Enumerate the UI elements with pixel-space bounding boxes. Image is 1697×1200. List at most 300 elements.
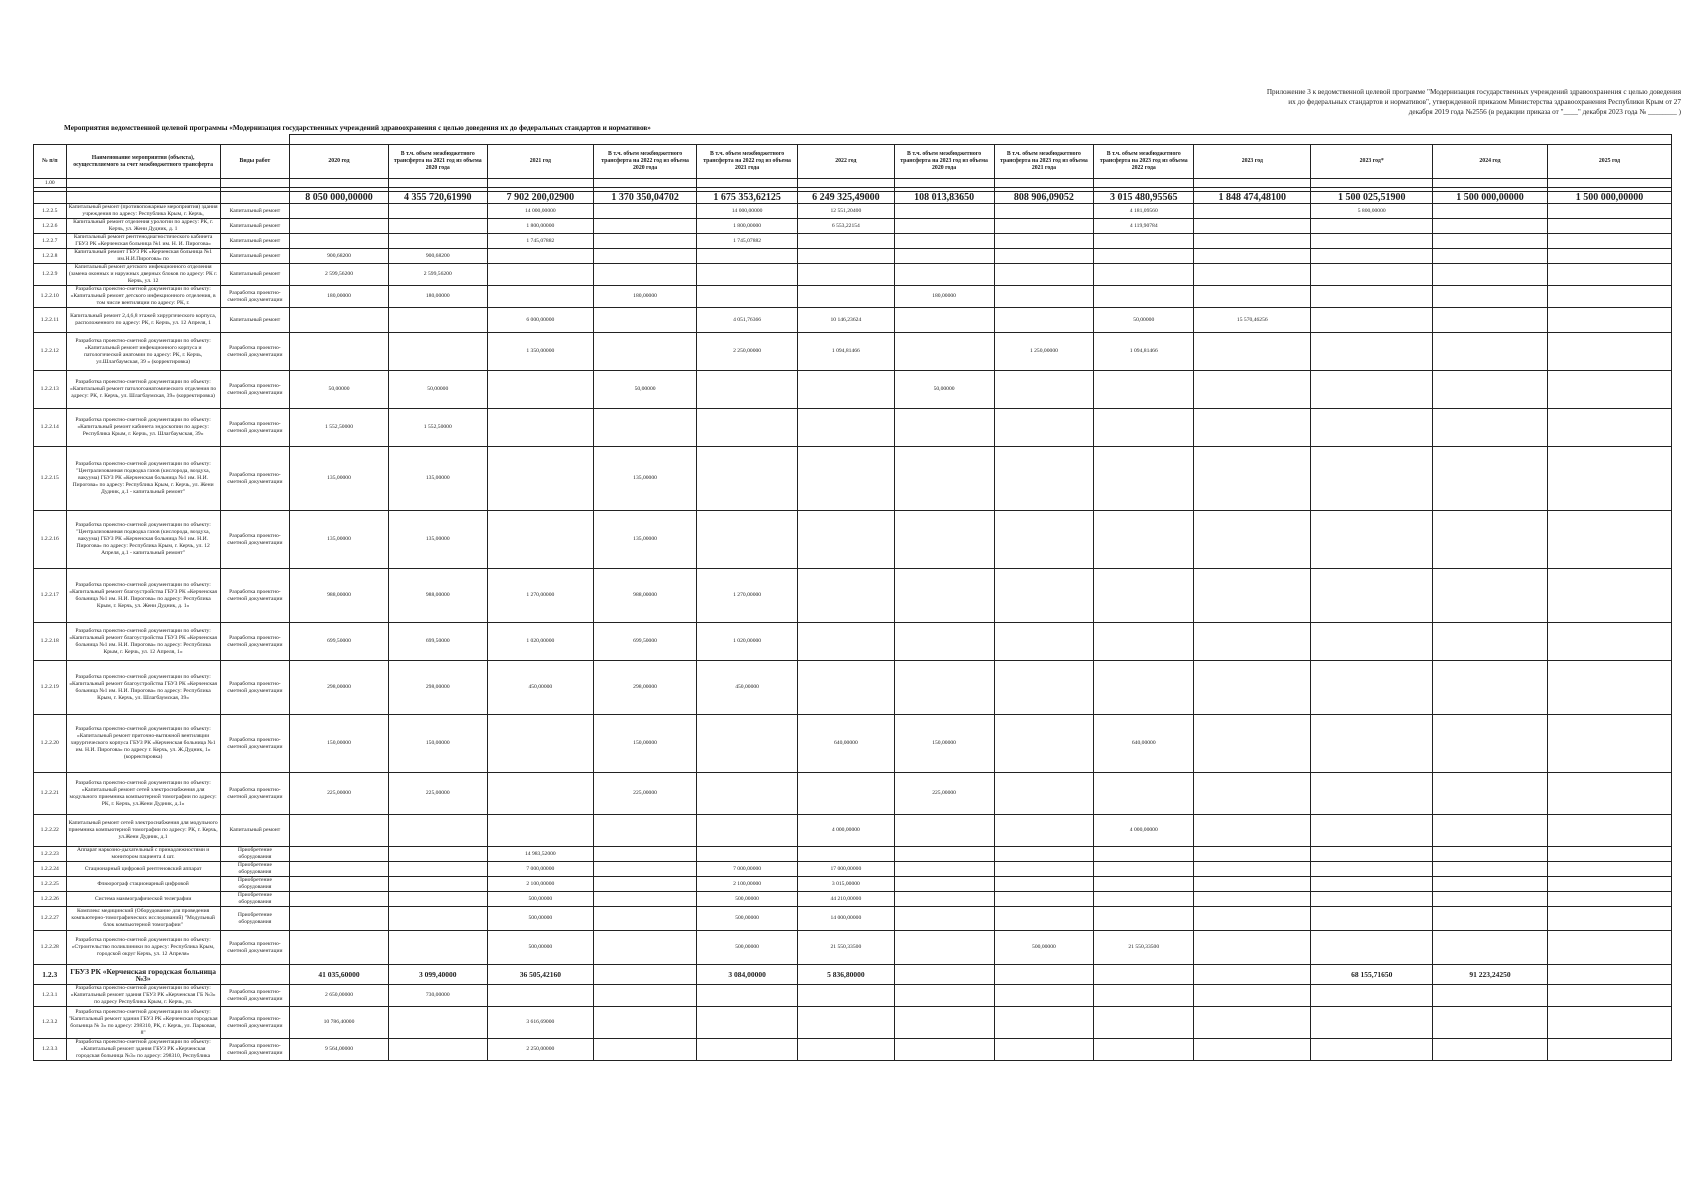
row-value — [994, 219, 1094, 234]
row-value: 900,68200 — [290, 249, 389, 264]
row-value: 699,50000 — [594, 623, 697, 661]
row-value — [1432, 715, 1547, 773]
row-value — [1548, 815, 1672, 847]
row-value — [1311, 623, 1433, 661]
section-number: 1.00 — [34, 179, 67, 188]
row-value: 1 745,07882 — [487, 234, 593, 249]
row-value: 150,00000 — [388, 715, 487, 773]
row-work-type: Капитальный ремонт — [220, 249, 289, 264]
row-value: 14 983,52000 — [487, 847, 593, 862]
row-value: 225,00000 — [290, 773, 389, 815]
row-value: 298,00000 — [290, 661, 389, 715]
table-row — [34, 234, 1672, 249]
row-value — [1094, 661, 1194, 715]
row-value — [594, 862, 697, 877]
row-value: 225,00000 — [388, 773, 487, 815]
row-value — [1094, 1007, 1194, 1039]
row-description: Разработка проектно-сметной документации по объекту: «Капитальный ремонт инфекционного корпуса и патологической анатомии по адресу: РК, г. Керчь, ул.Шлагбаумская, 39 » (корректировка) — [66, 333, 220, 371]
row-value — [1432, 1007, 1547, 1039]
row-value — [894, 333, 994, 371]
row-work-type: Капитальный ремонт — [220, 264, 289, 286]
row-description: Капитальный ремонт ГБУЗ РК «Керченская больница №1 им.Н.И.Пирогова» по — [66, 249, 220, 264]
row-value — [1194, 333, 1311, 371]
table-row — [34, 1007, 1672, 1039]
row-description: Разработка проектно-сметной документации по объекту: «Капитальный ремонт приточно-вытяжной вентиляции хирургического корпуса ГБУЗ РК «Керченская больница №1 им. Н.И. Пирогова» по адресу г. Керчь, ул. Ж.Дудник, 1» (корректировка) — [66, 715, 220, 773]
row-number: 1.2.2.6 — [34, 219, 67, 234]
total-value: 1 500 000,00000 — [1548, 192, 1672, 204]
row-value — [894, 409, 994, 447]
row-value — [1094, 511, 1194, 569]
row-value — [594, 264, 697, 286]
row-work-type: Разработка проектно-сметной документации — [220, 661, 289, 715]
table-row — [34, 661, 1672, 715]
row-value — [1094, 286, 1194, 308]
row-value — [1094, 569, 1194, 623]
row-value: 988,00000 — [594, 569, 697, 623]
row-value — [1432, 219, 1547, 234]
row-value — [1548, 204, 1672, 219]
row-value — [388, 847, 487, 862]
row-value — [994, 511, 1094, 569]
row-value: 5 800,00000 — [1311, 204, 1433, 219]
row-value — [894, 264, 994, 286]
row-value — [1311, 907, 1433, 931]
row-work-type: Разработка проектно-сметной документации — [220, 931, 289, 965]
row-value — [388, 234, 487, 249]
table-row — [34, 308, 1672, 333]
row-value — [290, 204, 389, 219]
row-number: 1.2.2.5 — [34, 204, 67, 219]
row-value — [487, 511, 593, 569]
row-value — [1548, 985, 1672, 1007]
row-value — [1311, 409, 1433, 447]
totals-row — [34, 192, 1672, 204]
row-value — [594, 815, 697, 847]
row-value — [1094, 892, 1194, 907]
row-value — [1548, 234, 1672, 249]
row-value — [697, 985, 798, 1007]
row-value: 500,00000 — [697, 892, 798, 907]
total-value: 1 370 350,04702 — [594, 192, 697, 204]
row-value — [1311, 931, 1433, 965]
row-value — [1548, 715, 1672, 773]
row-value — [388, 862, 487, 877]
row-description: Разработка проектно-сметной документации по объекту: «Капитальный ремонт благоустройства ГБУЗ РК «Керченская больница №1 им. Н.И. Пирогова» по адресу: Республика Крым, г. Керчь, ул. 12 Апреля, 1» — [66, 623, 220, 661]
row-value: 298,00000 — [388, 661, 487, 715]
row-value — [697, 249, 798, 264]
row-value — [1311, 1039, 1433, 1061]
row-description: Разработка проектно-сметной документации по объекту: «Капитальный ремонт здания ГБУЗ РК «Керченская ГБ №3» по адресу Республика Крым, г. Керчь, ул. — [66, 985, 220, 1007]
row-value — [798, 847, 895, 862]
row-value: 4 000,00000 — [798, 815, 895, 847]
row-value — [994, 907, 1094, 931]
row-description: Капитальный ремонт 2,4,6,8 этажей хирургического корпуса, расположенного по адресу: РК, г. Керчь, ул. 12 Апреля, 1 — [66, 308, 220, 333]
row-value — [290, 234, 389, 249]
row-value — [697, 773, 798, 815]
row-value: 7 000,00000 — [697, 862, 798, 877]
row-value — [994, 661, 1094, 715]
column-header: В т.ч. объем межбюджетного трансферта на 2023 год из объема 2022 года — [1094, 145, 1194, 179]
table-row — [34, 569, 1672, 623]
row-value — [1548, 447, 1672, 511]
row-value — [1094, 847, 1194, 862]
row-value — [1432, 447, 1547, 511]
row-value — [1311, 569, 1433, 623]
row-value: 180,00000 — [290, 286, 389, 308]
row-value: 2 650,00000 — [290, 985, 389, 1007]
table-row — [34, 623, 1672, 661]
row-number: 1.2.2.19 — [34, 661, 67, 715]
row-value — [894, 985, 994, 1007]
row-value: 2 599,56200 — [290, 264, 389, 286]
row-description: Разработка проектно-сметной документации по объекту: «Капитальный ремонт патологоанатомического отделения по адресу: РК, г. Керчь, ул. Шлагбаумская, 39» (корректировка) — [66, 371, 220, 409]
row-number: 1.2.2.27 — [34, 907, 67, 931]
row-description: Стационарный цифровой рентгеновский аппарат — [66, 862, 220, 877]
row-value — [798, 661, 895, 715]
row-value: 135,00000 — [290, 447, 389, 511]
row-value — [1432, 264, 1547, 286]
row-value — [1311, 661, 1433, 715]
column-header: В т.ч. объем межбюджетного трансферта на 2022 год из объема 2020 года — [594, 145, 697, 179]
row-number: 1.2.2.12 — [34, 333, 67, 371]
row-description: Разработка проектно-сметной документации по объекту: "Капитальный ремонт здания ГБУЗ РК «Керченская городская больница № 3» по адресу: 298310, РК, г. Керчь, ул. Парковая, 8" — [66, 1007, 220, 1039]
row-value — [1094, 371, 1194, 409]
row-value — [388, 308, 487, 333]
table-row — [34, 931, 1672, 965]
row-value — [994, 715, 1094, 773]
row-value: 225,00000 — [894, 773, 994, 815]
row-value — [798, 773, 895, 815]
row-value: 3 015,00000 — [798, 877, 895, 892]
row-work-type: Разработка проектно-сметной документации — [220, 511, 289, 569]
row-work-type: Капитальный ремонт — [220, 234, 289, 249]
row-description: Капитальный ремонт сетей электроснабжения для модульного приемника компьютерной томографии по адресу: РК, г. Керчь, ул.Жени Дудник, д.1 — [66, 815, 220, 847]
row-value — [994, 204, 1094, 219]
table-row — [34, 862, 1672, 877]
row-value — [388, 907, 487, 931]
row-value — [388, 204, 487, 219]
row-value — [1194, 286, 1311, 308]
row-value — [1194, 219, 1311, 234]
row-value — [1548, 286, 1672, 308]
row-description: Комплекс медицинский (Оборудование для проведения компьютерно-томографических исследований) "Модульный блок компьютерной томографии" — [66, 907, 220, 931]
row-value — [290, 877, 389, 892]
appendix-line-2: их до федеральных стандартов и нормативов", утвержденной приказом Министерства здравоохранения Республики Крым от 27 — [1288, 97, 1681, 106]
row-value: 1 552,50000 — [290, 409, 389, 447]
table-row — [34, 773, 1672, 815]
row-value — [994, 569, 1094, 623]
row-number: 1.2.2.23 — [34, 847, 67, 862]
row-value: 12 551,20400 — [798, 204, 895, 219]
row-value — [1311, 847, 1433, 862]
header-spacer-row — [34, 135, 1672, 145]
row-value — [1548, 862, 1672, 877]
row-value: 10 146,23624 — [798, 308, 895, 333]
row-value — [487, 815, 593, 847]
row-value — [1194, 892, 1311, 907]
row-value: 1 800,00000 — [697, 219, 798, 234]
row-value — [1194, 847, 1311, 862]
row-value — [487, 773, 593, 815]
row-number: 1.2.2.7 — [34, 234, 67, 249]
row-value — [1432, 249, 1547, 264]
row-value — [1311, 264, 1433, 286]
row-value — [1311, 333, 1433, 371]
row-value: 6 000,00000 — [487, 308, 593, 333]
row-value — [994, 877, 1094, 892]
row-value: 1 552,50000 — [388, 409, 487, 447]
row-value — [290, 907, 389, 931]
row-work-type: Разработка проектно-сметной документации — [220, 569, 289, 623]
row-value: 4 181,09560 — [1094, 204, 1194, 219]
column-header: В т.ч. объем межбюджетного трансферта на 2022 год из объема 2021 года — [697, 145, 798, 179]
section-row — [34, 179, 1672, 188]
row-work-type: Разработка проектно-сметной документации — [220, 333, 289, 371]
row-value — [1548, 219, 1672, 234]
row-value — [697, 511, 798, 569]
row-value — [388, 219, 487, 234]
row-value: 135,00000 — [388, 511, 487, 569]
table-row — [34, 333, 1672, 371]
row-value: 1 094,81466 — [798, 333, 895, 371]
row-number: 1.2.2.10 — [34, 286, 67, 308]
row-value — [1548, 661, 1672, 715]
row-value: 6 553,22154 — [798, 219, 895, 234]
row-value — [1548, 907, 1672, 931]
row-value — [994, 308, 1094, 333]
row-value: 150,00000 — [894, 715, 994, 773]
row-value — [798, 985, 895, 1007]
row-value: 21 550,33500 — [798, 931, 895, 965]
table-row — [34, 264, 1672, 286]
row-value — [697, 715, 798, 773]
row-number: 1.2.2.26 — [34, 892, 67, 907]
row-value — [894, 907, 994, 931]
row-value: 7 000,00000 — [487, 862, 593, 877]
row-value — [1194, 773, 1311, 815]
row-number: 1.2.2.28 — [34, 931, 67, 965]
table-row — [34, 892, 1672, 907]
row-value — [1548, 249, 1672, 264]
row-value — [1432, 511, 1547, 569]
column-header: 2021 год — [487, 145, 593, 179]
row-number: 1.2.2.14 — [34, 409, 67, 447]
row-value — [1094, 264, 1194, 286]
row-value — [290, 892, 389, 907]
row-value — [1432, 847, 1547, 862]
row-value — [1094, 623, 1194, 661]
row-value — [1194, 234, 1311, 249]
row-value — [594, 985, 697, 1007]
row-value — [697, 847, 798, 862]
row-value — [388, 1007, 487, 1039]
row-value: 50,00000 — [290, 371, 389, 409]
row-value — [1432, 661, 1547, 715]
row-value — [1432, 815, 1547, 847]
row-value — [894, 511, 994, 569]
row-value — [1432, 907, 1547, 931]
row-value: 298,00000 — [594, 661, 697, 715]
row-value: 1 350,00000 — [487, 333, 593, 371]
row-description: Разработка проектно-сметной документации по объекту: «Капитальный ремонт сетей электроснабжения для модульного приемника компьютерной томографии по адресу: РК, г. Керчь, ул.Жени Дудник, д.1» — [66, 773, 220, 815]
row-value — [798, 264, 895, 286]
row-value — [594, 965, 697, 985]
row-value — [594, 249, 697, 264]
row-value — [1548, 877, 1672, 892]
row-value: 1 270,00000 — [697, 569, 798, 623]
row-value: 225,00000 — [594, 773, 697, 815]
row-value — [994, 985, 1094, 1007]
column-header: Наименование мероприятия (объекта), осуществляемого за счет межбюджетного трансферта — [66, 145, 220, 179]
column-header: 2020 год — [290, 145, 389, 179]
row-value — [290, 333, 389, 371]
row-value — [290, 862, 389, 877]
row-value — [994, 286, 1094, 308]
table-row — [34, 965, 1672, 985]
row-value — [994, 249, 1094, 264]
row-work-type: Капитальный ремонт — [220, 219, 289, 234]
row-value — [1094, 965, 1194, 985]
row-value — [290, 219, 389, 234]
row-value — [1194, 965, 1311, 985]
total-value: 1 500 000,00000 — [1432, 192, 1547, 204]
row-value — [290, 815, 389, 847]
row-value — [290, 308, 389, 333]
row-value: 50,00000 — [1094, 308, 1194, 333]
row-value: 640,00000 — [1094, 715, 1194, 773]
row-value — [1548, 371, 1672, 409]
row-value — [594, 892, 697, 907]
row-value — [994, 234, 1094, 249]
row-value — [894, 1007, 994, 1039]
row-work-type: Разработка проектно-сметной документации — [220, 409, 289, 447]
row-value — [697, 264, 798, 286]
row-value — [487, 715, 593, 773]
row-value — [388, 1039, 487, 1061]
row-value — [994, 1007, 1094, 1039]
row-number: 1.2.2.11 — [34, 308, 67, 333]
row-value — [487, 447, 593, 511]
row-value: 500,00000 — [487, 907, 593, 931]
row-value: 135,00000 — [388, 447, 487, 511]
row-value — [1311, 447, 1433, 511]
row-number: 1.2.2.25 — [34, 877, 67, 892]
program-table — [33, 134, 1672, 1061]
row-value: 2 599,56200 — [388, 264, 487, 286]
row-value: 1 250,00000 — [994, 333, 1094, 371]
table-row — [34, 877, 1672, 892]
row-value — [1311, 862, 1433, 877]
row-value: 44 210,00000 — [798, 892, 895, 907]
appendix-note — [1121, 88, 1681, 117]
table-row — [34, 371, 1672, 409]
total-value: 4 355 720,61990 — [388, 192, 487, 204]
row-value: 17 000,00000 — [798, 862, 895, 877]
row-value: 1 800,00000 — [487, 219, 593, 234]
row-work-type: Разработка проектно-сметной документации — [220, 715, 289, 773]
row-value — [1194, 715, 1311, 773]
row-work-type — [220, 965, 289, 985]
row-value: 1 094,81466 — [1094, 333, 1194, 371]
row-value — [1432, 371, 1547, 409]
row-value — [1548, 264, 1672, 286]
row-value: 2 250,00000 — [487, 1039, 593, 1061]
row-value — [994, 1039, 1094, 1061]
row-value — [487, 264, 593, 286]
row-value: 1 270,00000 — [487, 569, 593, 623]
row-value — [594, 234, 697, 249]
row-value — [290, 931, 389, 965]
column-header: В т.ч. объем межбюджетного трансферта на 2021 год из объема 2020 года — [388, 145, 487, 179]
row-value — [697, 815, 798, 847]
row-value: 500,00000 — [697, 907, 798, 931]
row-value — [697, 1007, 798, 1039]
row-value — [894, 965, 994, 985]
row-number: 1.2.2.13 — [34, 371, 67, 409]
total-value: 7 902 200,02900 — [487, 192, 593, 204]
table-row — [34, 409, 1672, 447]
row-value — [1548, 965, 1672, 985]
row-value: 500,00000 — [697, 931, 798, 965]
table-row — [34, 815, 1672, 847]
row-value — [994, 847, 1094, 862]
row-value — [994, 773, 1094, 815]
row-value — [388, 892, 487, 907]
row-value — [1311, 892, 1433, 907]
row-value — [1094, 1039, 1194, 1061]
row-value: 3 084,00000 — [697, 965, 798, 985]
row-value: 500,00000 — [487, 892, 593, 907]
row-value — [697, 286, 798, 308]
row-value: 450,00000 — [697, 661, 798, 715]
row-value — [994, 623, 1094, 661]
table-row — [34, 286, 1672, 308]
row-work-type: Разработка проектно-сметной документации — [220, 286, 289, 308]
row-value — [894, 1039, 994, 1061]
row-value — [798, 569, 895, 623]
row-work-type: Капитальный ремонт — [220, 308, 289, 333]
row-number: 1.2.2.21 — [34, 773, 67, 815]
row-value — [1094, 907, 1194, 931]
row-value — [894, 447, 994, 511]
row-value — [994, 815, 1094, 847]
row-value — [1094, 249, 1194, 264]
row-value — [994, 409, 1094, 447]
row-description: Система маммографической телеграфии — [66, 892, 220, 907]
row-value: 2 100,00000 — [487, 877, 593, 892]
row-work-type: Разработка проектно-сметной документации — [220, 1007, 289, 1039]
row-value: 500,00000 — [487, 931, 593, 965]
row-value — [1432, 569, 1547, 623]
row-number: 1.2.2.15 — [34, 447, 67, 511]
row-value — [894, 862, 994, 877]
row-value — [697, 1039, 798, 1061]
row-description: Разработка проектно-сметной документации по объекту: "Централизованная подводка газов (кислорода, воздуха, вакуума) ГБУЗ РК «Керченская больница №1 им. Н.И. Пирогова» по адресу: Республика Крым, г. Керчь, ул. Жени Дудник, д.1 - капитальный ремонт" — [66, 447, 220, 511]
row-description: Капитальный ремонт детского инфекционного отделения (замена оконных и наружных дверных блоков по адресу: РК г. Керчь, ул. 12 — [66, 264, 220, 286]
row-description: Разработка проектно-сметной документации по объекту: "Централизованная подводка газов (кислорода, воздуха, вакуума) ГБУЗ РК «Керченская больница №1 им. Н.И. Пирогова» по адресу: Республика Крым, г. Керчь, ул. 12 Апреля, д.1 - капитальный ремонт" — [66, 511, 220, 569]
row-value — [1432, 308, 1547, 333]
total-value: 808 906,09052 — [994, 192, 1094, 204]
row-value — [697, 409, 798, 447]
row-work-type: Разработка проектно-сметной документации — [220, 447, 289, 511]
appendix-line-3: декабря 2019 года №2556 (в редакции приказа от "____" декабря 2023 года № ________ ) — [1408, 107, 1681, 116]
row-value: 10 786,40000 — [290, 1007, 389, 1039]
total-value: 1 675 353,62125 — [697, 192, 798, 204]
row-value: 5 836,80000 — [798, 965, 895, 985]
row-value — [1311, 308, 1433, 333]
row-value — [894, 623, 994, 661]
row-value — [894, 892, 994, 907]
